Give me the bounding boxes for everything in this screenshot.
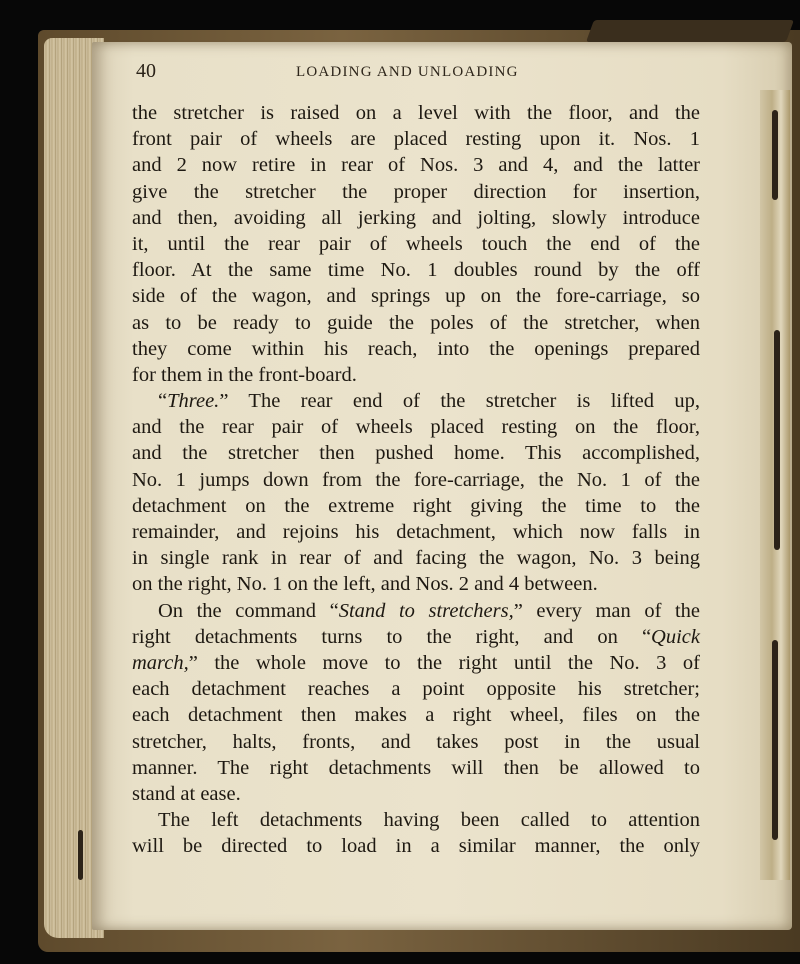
text-line: floor. At the same time No. 1 doubles round by the off xyxy=(132,259,700,282)
text-line: and 2 now retire in rear of Nos. 3 and 4, and the latter xyxy=(132,154,700,177)
text-segment: ” The rear end of the stretcher is lifted up, xyxy=(219,390,700,413)
text-line xyxy=(132,650,700,676)
text-line: in single rank in rear of and facing the wagon, No. 3 being xyxy=(132,547,700,570)
text-segment: “ xyxy=(158,390,168,413)
text-segment: ” the whole move to the right until the No. 3 of xyxy=(188,651,700,674)
italic-command: Stand to stretchers, xyxy=(338,599,514,622)
text-line: on the right, No. 1 on the left, and Nos. 2 and 4 between. xyxy=(132,573,598,596)
text-line: The left detachments having been called to attention xyxy=(158,809,700,832)
text-line: side of the wagon, and springs up on the fore-carriage, so xyxy=(132,285,700,308)
text-line: remainder, and rejoins his detachment, which now falls in xyxy=(132,521,700,543)
binding-thread xyxy=(772,640,778,840)
torn-cover-edge xyxy=(586,20,794,42)
text-line: each detachment reaches a point opposite his stretcher; xyxy=(132,678,700,701)
text-line: and the stretcher then pushed home. This accomplished, xyxy=(132,442,700,465)
binding-thread xyxy=(772,110,778,200)
text-line: give the stretcher the proper direction for insertion, xyxy=(132,180,700,203)
text-segment: On the command “ xyxy=(158,599,339,622)
text-line xyxy=(132,598,700,624)
text-line: they come within his reach, into the openings prepared xyxy=(132,337,700,360)
text-line: each detachment then makes a right wheel, files on the xyxy=(132,704,700,727)
text-line: for them in the front-board. xyxy=(132,363,357,386)
text-line: the stretcher is raised on a level with the floor, and the xyxy=(132,102,700,124)
text-line: stretcher, halts, fronts, and takes post in the usual xyxy=(132,730,700,753)
text-line: No. 1 jumps down from the fore-carriage, the No. 1 of the xyxy=(132,468,700,491)
text-line: and the rear pair of wheels placed resting on the floor, xyxy=(132,416,700,439)
text-line: manner. The right detachments will then be allowed to xyxy=(132,756,700,779)
text-line: will be directed to load in a similar manner, the only xyxy=(132,835,700,858)
text-line: it, until the rear pair of wheels touch the end of the xyxy=(132,232,700,255)
binding-thread xyxy=(78,830,83,880)
italic-command: Three. xyxy=(167,390,220,413)
text-line xyxy=(132,624,700,650)
binding-thread xyxy=(774,330,780,550)
text-segment: ” every man of the xyxy=(513,599,701,622)
text-line xyxy=(132,388,700,414)
page-number: 40 xyxy=(136,60,156,82)
text-line: and then, avoiding all jerking and jolting, slowly introduce xyxy=(132,206,700,229)
page-header xyxy=(136,60,696,86)
text-line: as to be ready to guide the poles of the stretcher, when xyxy=(132,311,700,334)
text-line: stand at ease. xyxy=(132,782,241,805)
italic-command: march, xyxy=(132,651,189,674)
running-head: LOADING AND UNLOADING xyxy=(296,64,519,80)
text-line: front pair of wheels are placed resting upon it. Nos. 1 xyxy=(132,128,700,151)
italic-command: Quick xyxy=(651,625,700,648)
text-segment: right detachments turns to the right, and on “ xyxy=(132,625,652,648)
body-text xyxy=(132,100,700,859)
text-line: detachment on the extreme right giving the time to the xyxy=(132,494,700,517)
